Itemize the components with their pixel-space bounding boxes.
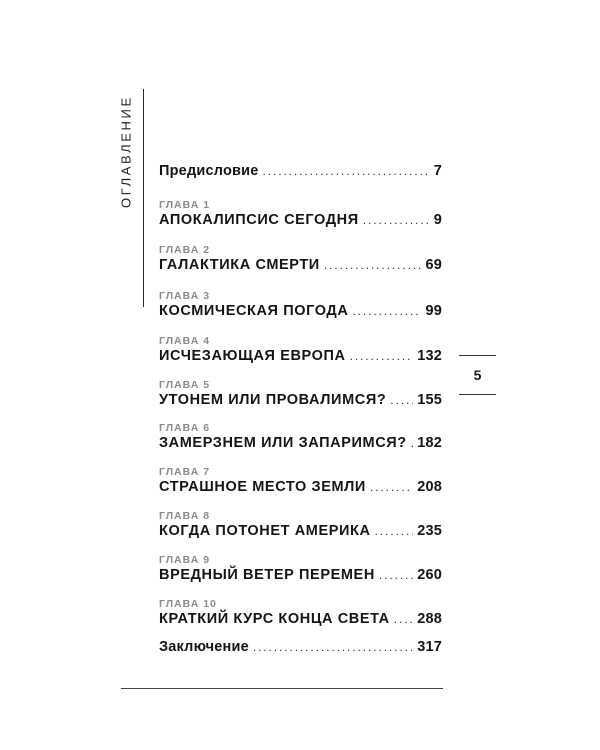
toc-entry[interactable] xyxy=(159,510,442,540)
toc-entry-title[interactable]: КОГДА ПОТОНЕТ АМЕРИКА xyxy=(159,523,371,539)
toc-entry[interactable] xyxy=(159,162,442,180)
toc-entry-title[interactable]: ИСЧЕЗАЮЩАЯ ЕВРОПА xyxy=(159,348,346,364)
toc-heading: ОГЛАВЛЕНИЕ xyxy=(118,95,134,209)
dot-leader xyxy=(253,638,413,656)
dot-leader xyxy=(375,522,414,540)
dot-leader xyxy=(394,610,413,628)
toc-entry-title[interactable]: ГАЛАКТИКА СМЕРТИ xyxy=(159,257,320,273)
toc-entry-title[interactable]: КРАТКИЙ КУРС КОНЦА СВЕТА xyxy=(159,611,390,627)
toc-entry-title[interactable]: СТРАШНОЕ МЕСТО ЗЕМЛИ xyxy=(159,479,366,495)
toc-entry-title[interactable]: КОСМИЧЕСКАЯ ПОГОДА xyxy=(159,303,349,319)
toc-entry[interactable] xyxy=(159,422,442,452)
chapter-label: ГЛАВА 2 xyxy=(159,244,211,256)
dot-leader xyxy=(379,566,413,584)
toc-entry-title[interactable]: УТОНЕМ ИЛИ ПРОВАЛИМСЯ? xyxy=(159,392,387,408)
dot-leader xyxy=(352,302,421,320)
toc-entry[interactable] xyxy=(159,199,442,229)
toc-entry[interactable] xyxy=(159,379,442,409)
chapter-label: ГЛАВА 7 xyxy=(159,466,211,478)
toc-entry[interactable] xyxy=(159,244,442,274)
dot-leader xyxy=(324,256,422,274)
toc-entry[interactable] xyxy=(159,290,442,320)
dot-leader xyxy=(263,162,430,180)
toc-entry-title[interactable]: Заключение xyxy=(159,639,249,655)
bottom-rule xyxy=(121,688,443,689)
chapter-label: ГЛАВА 10 xyxy=(159,598,217,610)
toc-entry-title[interactable]: АПОКАЛИПСИС СЕГОДНЯ xyxy=(159,212,359,228)
toc-entry[interactable] xyxy=(159,638,442,656)
dot-leader xyxy=(350,347,414,365)
dot-leader xyxy=(370,478,413,496)
toc-entry-page[interactable]: 9 xyxy=(433,212,442,228)
toc-entry-page[interactable]: 99 xyxy=(425,303,442,319)
chapter-label: ГЛАВА 1 xyxy=(159,199,211,211)
toc-entry-page[interactable]: 155 xyxy=(417,392,442,408)
toc-entry-page[interactable]: 288 xyxy=(417,611,442,627)
toc-entry-title[interactable]: Предисловие xyxy=(159,163,259,179)
dot-leader xyxy=(411,434,413,452)
toc-entry-page[interactable]: 208 xyxy=(417,479,442,495)
toc-entry-title[interactable]: ВРЕДНЫЙ ВЕТЕР ПЕРЕМЕН xyxy=(159,567,375,583)
chapter-label: ГЛАВА 9 xyxy=(159,554,211,566)
toc-entry[interactable] xyxy=(159,598,442,628)
toc-entry-page[interactable]: 7 xyxy=(433,163,442,179)
toc-entry[interactable] xyxy=(159,335,442,365)
dot-leader xyxy=(390,391,413,409)
chapter-label: ГЛАВА 4 xyxy=(159,335,211,347)
toc-entry[interactable] xyxy=(159,554,442,584)
toc-entry-page[interactable]: 132 xyxy=(417,348,442,364)
toc-entry-page[interactable]: 317 xyxy=(417,639,442,655)
toc-entry-page[interactable]: 235 xyxy=(417,523,442,539)
toc-entry-page[interactable]: 69 xyxy=(425,257,442,273)
heading-rule xyxy=(143,89,144,307)
toc-entry-page[interactable]: 182 xyxy=(417,435,442,451)
dot-leader xyxy=(363,211,430,229)
toc-entry[interactable] xyxy=(159,466,442,496)
toc-entry-title[interactable]: ЗАМЕРЗНЕМ ИЛИ ЗАПАРИМСЯ? xyxy=(159,435,407,451)
page-number: 5 xyxy=(459,355,496,395)
chapter-label: ГЛАВА 8 xyxy=(159,510,211,522)
toc-entry-page[interactable]: 260 xyxy=(417,567,442,583)
chapter-label: ГЛАВА 6 xyxy=(159,422,211,434)
chapter-label: ГЛАВА 3 xyxy=(159,290,211,302)
chapter-label: ГЛАВА 5 xyxy=(159,379,211,391)
